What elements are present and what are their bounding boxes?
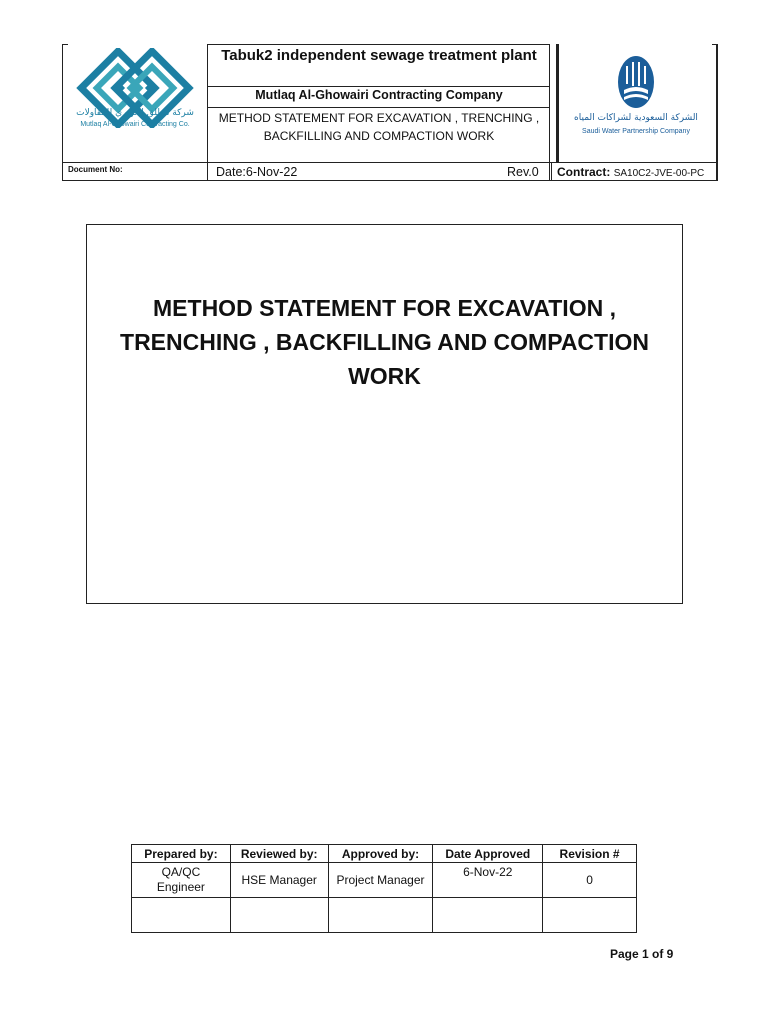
header-method-title: METHOD STATEMENT FOR EXCAVATION , TRENCHING , BACKFILLING AND COMPACTION WORK [218,111,540,143]
approved-by-signature [328,898,433,933]
project-title: Tabuk2 independent sewage treatment plant [221,47,537,64]
approval-table [131,844,637,933]
client-logo-arabic: الشركة السعودية لشراكات المياه [574,113,698,123]
header-reviewed-by: Reviewed by: [230,845,328,863]
revision-value: 0 [543,863,637,898]
header-date: Date:6-Nov-22 [216,165,298,179]
contract-info [557,165,704,179]
main-title: METHOD STATEMENT FOR EXCAVATION , TRENCHING , BACKFILLING AND COMPACTION WORK [120,295,649,389]
revision-signature [543,898,637,933]
contractor-logo [70,48,200,158]
page-number: Page 1 of 9 [610,947,674,961]
prepared-by-value: QA/QC Engineer [132,863,231,898]
approval-header-row [132,845,637,863]
main-title-box [86,224,683,604]
prepared-by-signature [132,898,231,933]
client-logo [566,52,706,156]
contract-label: Contract: [557,165,611,179]
document-no-label: Document No: [68,165,123,174]
approval-values-row [132,863,637,898]
header-revision: Revision # [543,845,637,863]
approval-signature-row [132,898,637,933]
date-approved-signature [433,898,543,933]
header-prepared-by: Prepared by: [132,845,231,863]
approved-by-value: Project Manager [328,863,433,898]
header-date-approved: Date Approved [433,845,543,863]
contractor-company-name: Mutlaq Al-Ghowairi Contracting Company [255,88,503,102]
contractor-logo-arabic: شركة مطلق الغويري للمقاولات [76,108,194,118]
date-approved-value: 6-Nov-22 [433,863,543,898]
header-approved-by: Approved by: [328,845,433,863]
contract-value: SA10C2-JVE-00-PC [613,168,705,179]
client-logo-english: Saudi Water Partnership Company [582,128,690,135]
client-logo-mark-icon [566,52,706,112]
reviewed-by-signature [230,898,328,933]
reviewed-by-value: HSE Manager [230,863,328,898]
contractor-logo-english: Mutlaq Al-Ghowairi Contracting Co. [80,121,190,128]
header-revision: Rev.0 [507,165,539,179]
